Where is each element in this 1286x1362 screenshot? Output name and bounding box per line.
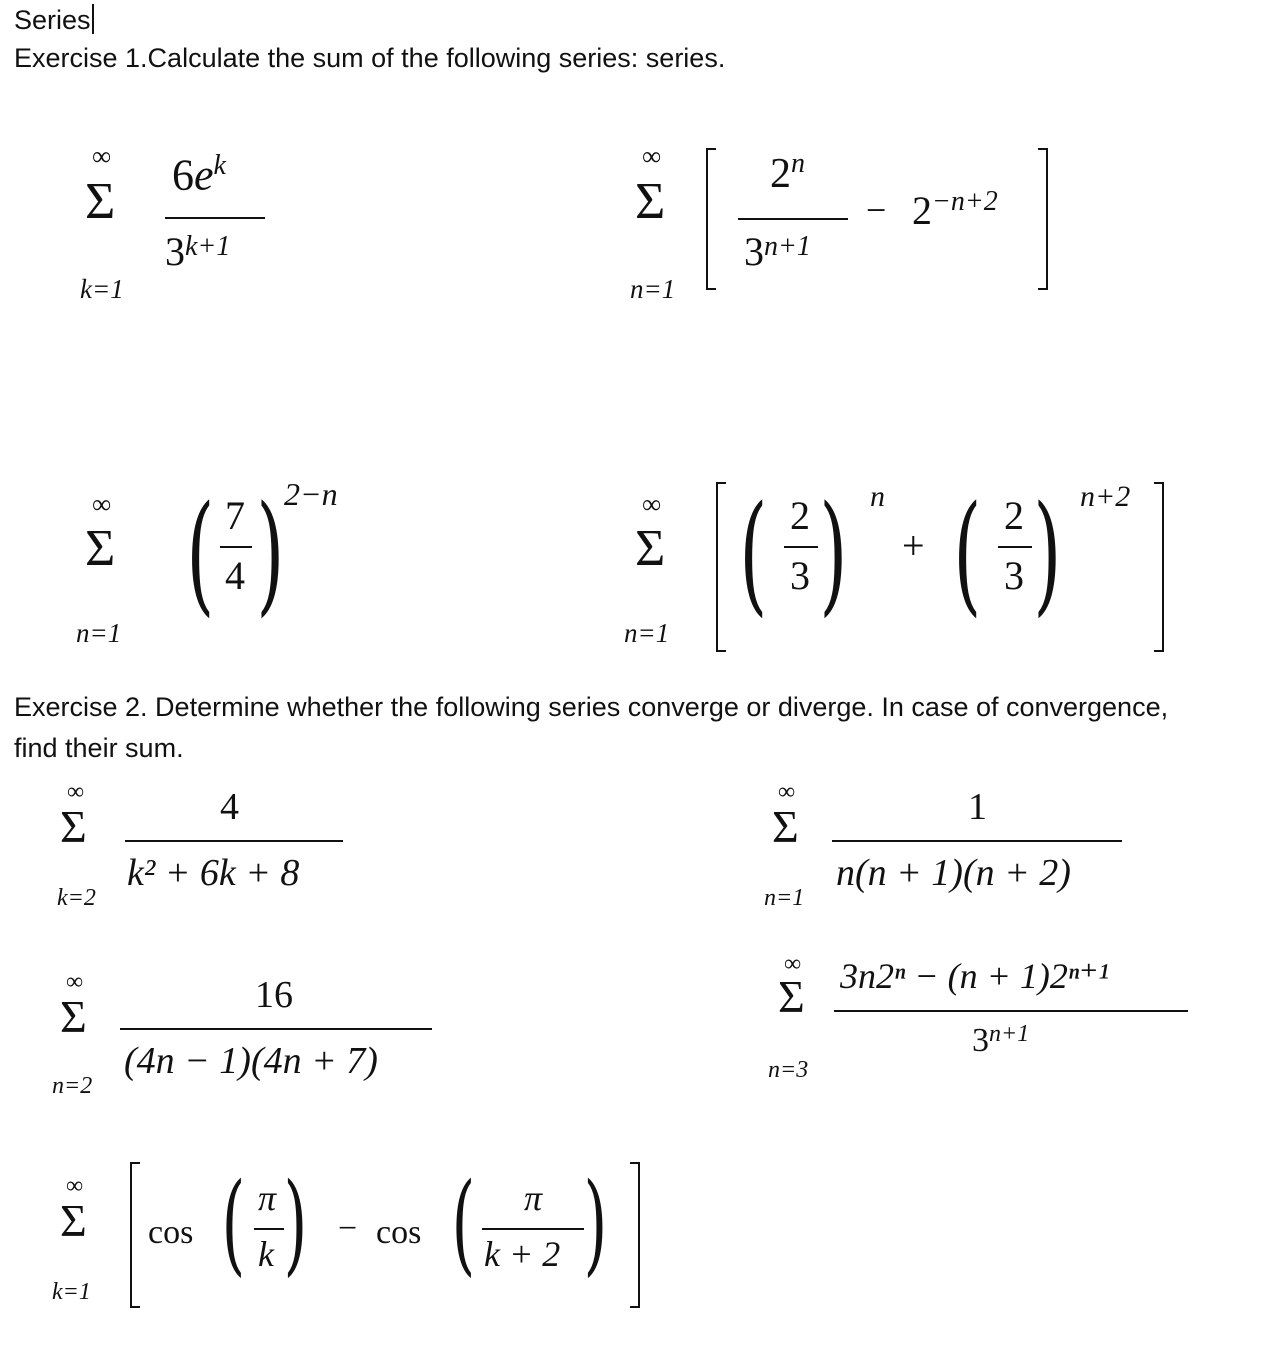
fraction-bar (120, 1028, 432, 1030)
numerator-a: 2 (790, 493, 810, 538)
numerator: 7 (225, 493, 245, 538)
sigma-symbol: Σ (60, 991, 87, 1042)
sum-upper: ∞ (642, 141, 662, 171)
fraction-bar (125, 840, 343, 842)
formula-series-8 (762, 950, 1202, 1090)
denominator-b: k + 2 (484, 1234, 561, 1274)
sum-upper: ∞ (66, 969, 84, 995)
sigma-symbol: Σ (772, 801, 799, 852)
exercise-2-heading: Exercise 2. Determine whether the following series converge or diverge. In case of convergence, find their sum. (14, 692, 1169, 763)
power-term: $2^{-n+2}$ (912, 186, 998, 233)
numerator-b: 2 (1004, 493, 1024, 538)
sigma-symbol: Σ (85, 173, 116, 230)
denominator: (4n − 1)(4n + 7) (124, 1040, 378, 1082)
sum-lower: k=1 (52, 1279, 91, 1305)
fraction-bar (832, 840, 1122, 842)
numerator: 16 (255, 974, 293, 1016)
denominator: n(n + 1)(n + 2) (836, 852, 1071, 894)
denominator: 4 (225, 553, 245, 598)
sum-lower: n=3 (768, 1057, 809, 1083)
formula-series-1 (70, 140, 290, 310)
sum-upper: ∞ (67, 779, 85, 805)
denominator: k² + 6k + 8 (127, 852, 300, 894)
denominator: $3^{n+1}$ (972, 1021, 1030, 1059)
fraction-bar (738, 218, 848, 220)
numerator: 3n2ⁿ − (n + 1)2ⁿ⁺¹ (840, 956, 1110, 996)
sum-upper: ∞ (92, 489, 112, 519)
sigma-symbol: Σ (60, 1195, 87, 1246)
numerator-a: π (258, 1178, 277, 1218)
fraction-bar (784, 546, 818, 548)
numerator: 1 (968, 786, 987, 828)
sum-lower: n=1 (764, 885, 805, 911)
cos-function: cos (148, 1214, 194, 1251)
sum-lower: k=2 (57, 885, 96, 911)
formula-series-7 (50, 968, 450, 1108)
sum-lower: n=1 (630, 274, 676, 304)
sigma-symbol: Σ (635, 520, 666, 577)
text-caret (92, 4, 94, 34)
formula-series-5 (55, 778, 355, 918)
exponent: 2−n (284, 476, 338, 512)
formula-series-6 (762, 778, 1132, 918)
minus-sign: − (866, 190, 887, 230)
numerator: 4 (220, 786, 239, 828)
formula-series-9 (50, 1160, 670, 1320)
right-bracket (1038, 148, 1048, 290)
sum-upper: ∞ (784, 951, 802, 977)
document-title: Series (14, 0, 94, 41)
exponent-a: n (870, 480, 885, 513)
numerator: 2$^n$ (770, 148, 805, 197)
sigma-symbol: Σ (778, 971, 805, 1022)
left-paren: ( (739, 477, 768, 629)
sigma-symbol: Σ (60, 801, 87, 852)
right-bracket (1154, 482, 1164, 652)
left-bracket (130, 1162, 140, 1308)
sigma-symbol: Σ (85, 520, 116, 577)
sum-lower: n=1 (76, 618, 122, 648)
sum-lower: n=2 (52, 1073, 93, 1099)
cos-function: cos (376, 1214, 422, 1251)
sigma-symbol: Σ (635, 173, 666, 230)
right-paren: ) (583, 1159, 608, 1287)
denominator-a: 3 (790, 553, 810, 598)
fraction-bar (834, 1010, 1188, 1012)
right-paren: ) (283, 1159, 308, 1287)
formula-series-4 (620, 478, 1180, 658)
minus-sign: − (338, 1210, 358, 1247)
formula-series-3 (70, 478, 370, 658)
fraction-bar (254, 1228, 284, 1230)
sum-upper: ∞ (92, 141, 112, 171)
left-paren: ( (953, 477, 982, 629)
sum-lower: n=1 (624, 618, 670, 648)
denominator: $3^{n+1}$ (744, 229, 811, 274)
sum-upper: ∞ (66, 1173, 84, 1199)
plus-sign: + (902, 523, 925, 568)
left-paren: ( (451, 1159, 476, 1287)
denominator-b: 3 (1004, 553, 1024, 598)
formula-series-2 (620, 140, 1060, 310)
sum-upper: ∞ (778, 779, 796, 805)
numerator-b: π (524, 1178, 543, 1218)
left-bracket (706, 148, 716, 290)
fraction-bar (998, 546, 1032, 548)
sum-upper: ∞ (642, 489, 662, 519)
exponent-b: n+2 (1080, 480, 1131, 513)
fraction-bar (165, 217, 265, 219)
denominator-a: k (258, 1234, 274, 1274)
denominator: $3^{k+1}$ (165, 229, 231, 274)
right-paren: ) (1033, 477, 1062, 629)
sum-lower: k=1 (80, 274, 124, 304)
right-paren: ) (819, 477, 848, 629)
left-bracket (716, 482, 726, 652)
fraction-bar (482, 1228, 584, 1230)
left-paren: ( (186, 477, 215, 629)
fraction-bar (220, 546, 252, 548)
right-paren: ) (256, 477, 285, 629)
left-paren: ( (221, 1159, 246, 1287)
numerator: $6e^k$ (172, 150, 226, 200)
exercise-1-heading: Exercise 1.Calculate the sum of the following series: series. (14, 43, 726, 73)
right-bracket (630, 1162, 640, 1308)
